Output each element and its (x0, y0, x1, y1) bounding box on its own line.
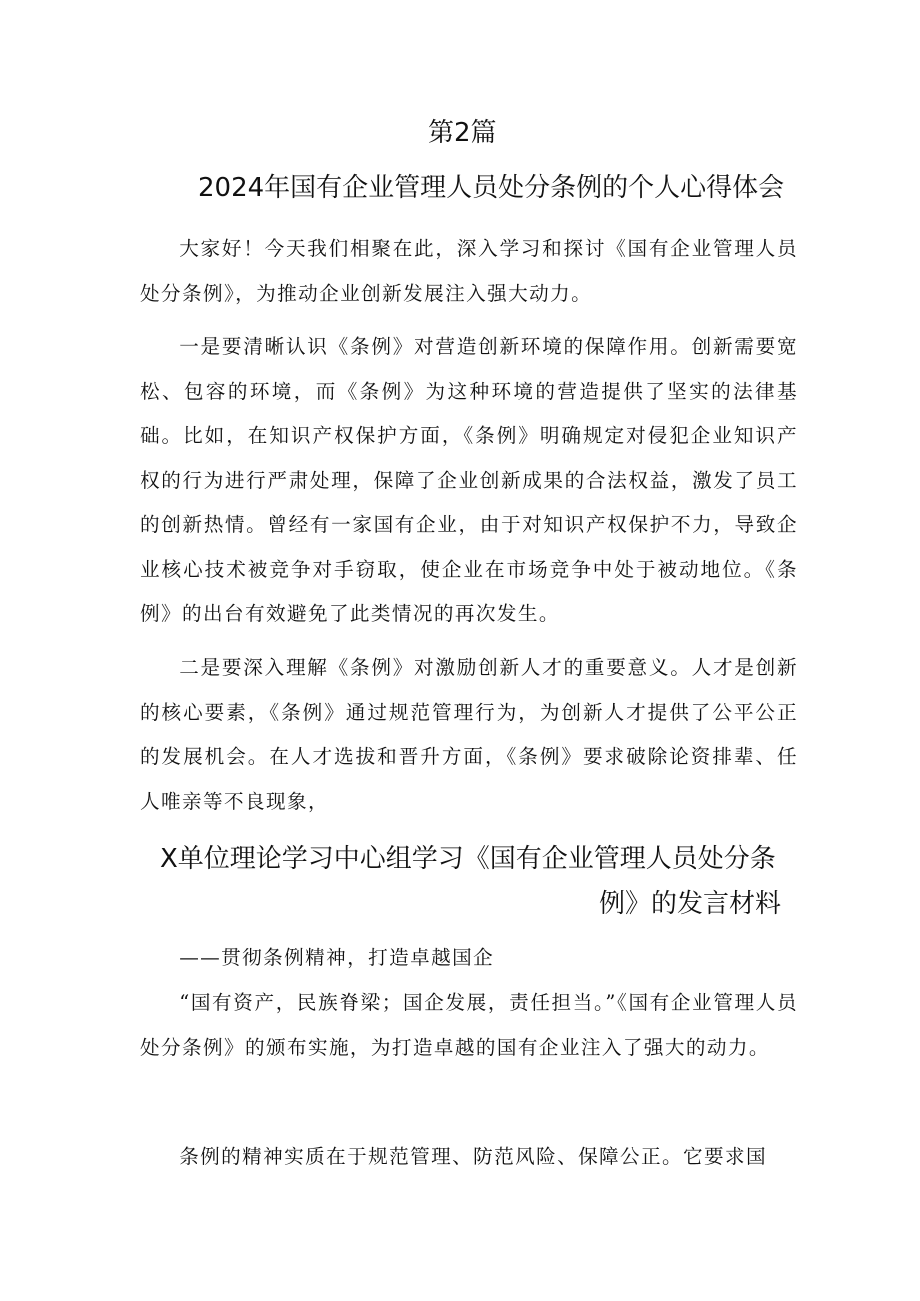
subtitle: ——贯彻条例精神，打造卓越国企 (179, 946, 495, 969)
paragraph: “国有资产，民族脊梁；国企发展，责任担当。”《国有企业管理人员处分条例》的颁布实施，为打造卓越的国有企业注入了强大的动力。 (140, 991, 798, 1059)
article-title: 2024年国有企业管理人员处分条例的个人心得体会 (198, 173, 785, 203)
paragraph: 大家好！今天我们相聚在此，深入学习和探讨《国有企业管理人员处分条例》，为推动企业创新发展注入强大动力。 (140, 237, 798, 305)
article-title-line: X单位理论学习中心组学习《国有企业管理人员处分条 (160, 844, 776, 874)
article-title-line: 例》的发言材料 (599, 889, 782, 919)
paragraph: 二是要深入理解《条例》对激励创新人才的重要意义。人才是创新的核心要素，《条例》通过规范管理行为，为创新人才提供了公平公正的发展机会。在人才选拔和晋升方面，《条例》要求破除论资排辈、任人唯亲等不良现象， (140, 656, 798, 813)
part-label: 第2篇 (428, 118, 497, 148)
paragraph: 一是要清晰认识《条例》对营造创新环境的保障作用。创新需要宽松、包容的环境，而《条例》为这种环境的营造提供了坚实的法律基础。比如，在知识产权保护方面，《条例》明确规定对侵犯企业知识产权的行为进行严肃处理，保障了企业创新成果的合法权益，激发了员工的创新热情。曾经有一家国有企业，由于对知识产权保护不力，导致企业核心技术被竞争对手窃取，使企业在市场竞争中处于被动地位。《条例》的出台有效避免了此类情况的再次发生。 (140, 335, 798, 625)
paragraph: 条例的精神实质在于规范管理、防范风险、保障公正。它要求国 (179, 1145, 768, 1168)
